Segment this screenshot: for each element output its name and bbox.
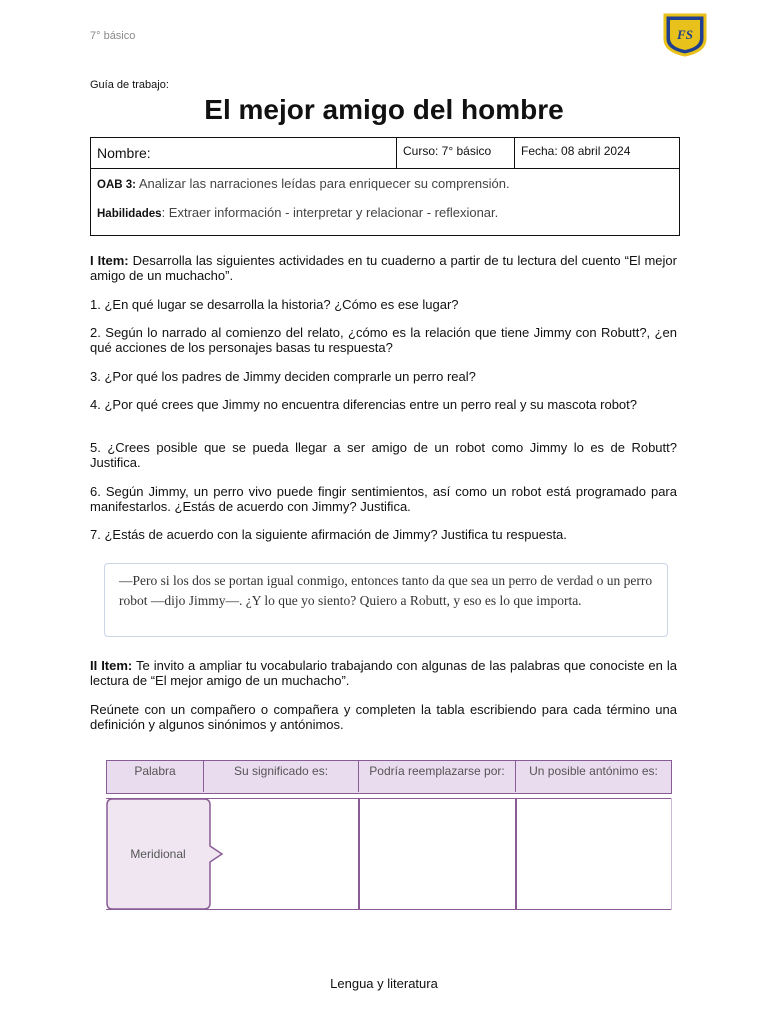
name-field: Nombre: [91, 138, 397, 168]
guide-label: Guía de trabajo: [90, 79, 169, 91]
question-7: 7. ¿Estás de acuerdo con la siguiente afirmación de Jimmy? Justifica tu respuesta. [90, 527, 567, 542]
divider [671, 798, 673, 910]
vocab-table-header [106, 760, 672, 794]
item2-instruction: Reúnete con un compañero o compañera y completen la tabla escribiendo para cada término una definición y algunos sinónimos y antónimos. [90, 702, 677, 732]
vocab-table-row [106, 798, 672, 910]
svg-text:FS: FS [677, 27, 693, 42]
school-crest-logo [661, 9, 709, 57]
header-synonym: Podría reemplazarse por: [359, 761, 516, 792]
question-1: 1. ¿En qué lugar se desarrolla la historia? ¿Cómo es ese lugar? [90, 297, 459, 312]
info-table [90, 137, 680, 236]
skills-label: Habilidades [97, 208, 162, 220]
question-2: 2. Según lo narrado al comienzo del relato, ¿cómo es la relación que tiene Jimmy con Robutt?, ¿en qué acciones de los personajes basas tu respuesta? [90, 325, 677, 355]
item2-label: II Item: [90, 658, 133, 673]
header-course: 7° básico [90, 30, 136, 42]
footer: Lengua y literatura [330, 976, 438, 991]
question-6: 6. Según Jimmy, un perro vivo puede fingir sentimientos, así como un robot está programado para manifestarlos. ¿Estás de acuerdo con Jimmy? Justifica. [90, 484, 677, 514]
oab-label: OAB 3: [97, 179, 136, 191]
header-meaning: Su significado es: [204, 761, 359, 792]
item1-label: I Item: [90, 253, 129, 268]
antonym-cell[interactable] [517, 798, 670, 910]
header-word: Palabra [107, 761, 204, 792]
question-4: 4. ¿Por qué crees que Jimmy no encuentra diferencias entre un perro real y su mascota robot? [90, 397, 638, 412]
oab-text: Analizar las narraciones leídas para enriquecer su comprensión. [138, 176, 510, 191]
question-5: 5. ¿Crees posible que se pueda llegar a ser amigo de un robot como Jimmy lo es de Robutt? Justifica. [90, 440, 677, 470]
course-field: Curso: 7° básico [397, 138, 515, 168]
question-3: 3. ¿Por qué los padres de Jimmy deciden comprarle un perro real? [90, 369, 476, 384]
header-antonym: Un posible antónimo es: [529, 764, 658, 778]
item2-intro-text: Te invito a ampliar tu vocabulario trabajando con algunas de las palabras que conociste en la lectura de “El mejor amigo de un muchacho”. [90, 658, 677, 688]
skills-text: : Extraer información - interpretar y relacionar - reflexionar. [161, 205, 499, 220]
quote-box: —Pero si los dos se portan igual conmigo, entonces tanto da que sea un perro de verdad o un perro robot —dijo Jimmy—. ¿Y lo que yo siento? Quiero a Robutt, y eso es lo que importa. [104, 563, 668, 637]
page-title: El mejor amigo del hombre [204, 94, 564, 125]
meaning-cell[interactable] [210, 798, 358, 910]
item1-intro-text: Desarrolla las siguientes actividades en tu cuaderno a partir de tu lectura del cuento “El mejor amigo de un muchacho”. [90, 253, 677, 283]
oab-objective [97, 176, 510, 191]
vocab-word: Meridional [130, 847, 186, 861]
date-field: Fecha: 08 abril 2024 [521, 144, 631, 158]
item2-intro [90, 658, 677, 688]
skills [97, 205, 498, 220]
item1-intro [90, 253, 677, 283]
synonym-cell[interactable] [360, 798, 515, 910]
